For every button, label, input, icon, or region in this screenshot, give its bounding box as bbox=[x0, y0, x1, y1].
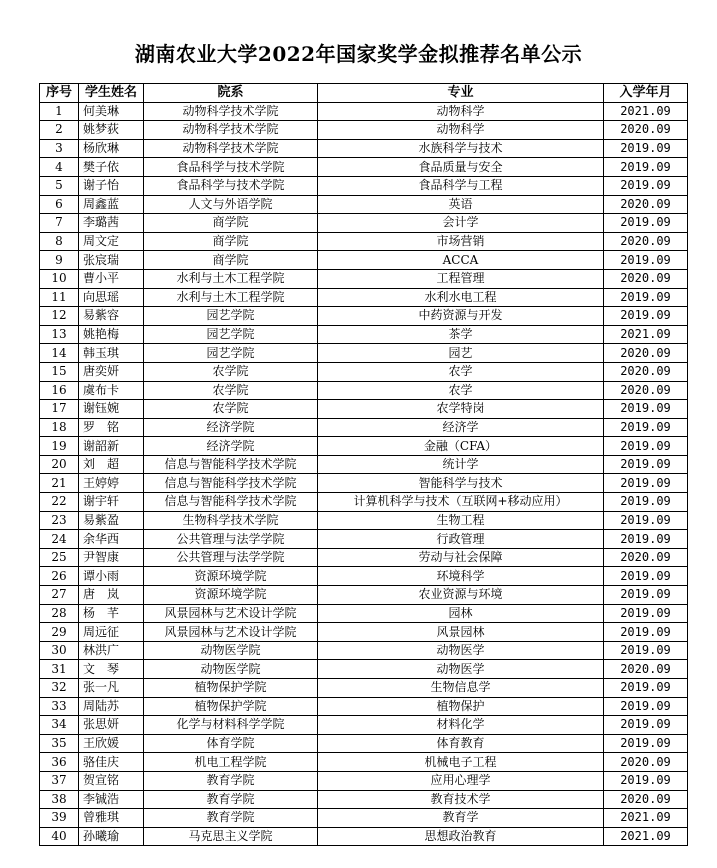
cell-major: ACCA bbox=[318, 251, 604, 270]
cell-college: 信息与智能科学技术学院 bbox=[144, 455, 318, 474]
cell-college: 动物科学技术学院 bbox=[144, 102, 318, 121]
cell-major: 茶学 bbox=[318, 325, 604, 344]
table-row bbox=[40, 158, 688, 177]
cell-enroll: 2019.09 bbox=[604, 437, 688, 456]
cell-major: 市场营销 bbox=[318, 232, 604, 251]
cell-no: 32 bbox=[40, 679, 79, 698]
cell-enroll: 2019.09 bbox=[604, 567, 688, 586]
table-row bbox=[40, 176, 688, 195]
cell-no: 26 bbox=[40, 567, 79, 586]
cell-major: 动物科学 bbox=[318, 102, 604, 121]
cell-name: 谢钰婉 bbox=[79, 400, 144, 419]
cell-major: 机械电子工程 bbox=[318, 753, 604, 772]
table-row bbox=[40, 530, 688, 549]
cell-major: 教育技术学 bbox=[318, 790, 604, 809]
cell-name: 孙曦瑜 bbox=[79, 827, 144, 846]
table-row bbox=[40, 734, 688, 753]
cell-name: 曹小平 bbox=[79, 269, 144, 288]
cell-no: 14 bbox=[40, 344, 79, 363]
cell-enroll: 2020.09 bbox=[604, 790, 688, 809]
cell-no: 25 bbox=[40, 548, 79, 567]
cell-college: 人文与外语学院 bbox=[144, 195, 318, 214]
cell-college: 商学院 bbox=[144, 251, 318, 270]
cell-major: 植物保护 bbox=[318, 697, 604, 716]
cell-name: 周鑫蓝 bbox=[79, 195, 144, 214]
cell-major: 农业资源与环境 bbox=[318, 586, 604, 605]
cell-no: 21 bbox=[40, 474, 79, 493]
cell-name: 唐 岚 bbox=[79, 586, 144, 605]
cell-no: 35 bbox=[40, 734, 79, 753]
cell-major: 动物医学 bbox=[318, 641, 604, 660]
cell-major: 教育学 bbox=[318, 809, 604, 828]
cell-no: 36 bbox=[40, 753, 79, 772]
cell-major: 体育教育 bbox=[318, 734, 604, 753]
cell-college: 经济学院 bbox=[144, 437, 318, 456]
table-row bbox=[40, 344, 688, 363]
cell-enroll: 2019.09 bbox=[604, 474, 688, 493]
cell-major: 金融（CFA） bbox=[318, 437, 604, 456]
cell-major: 动物科学 bbox=[318, 121, 604, 140]
cell-enroll: 2020.09 bbox=[604, 232, 688, 251]
cell-college: 经济学院 bbox=[144, 418, 318, 437]
cell-major: 思想政治教育 bbox=[318, 827, 604, 846]
cell-enroll: 2019.09 bbox=[604, 530, 688, 549]
cell-major: 行政管理 bbox=[318, 530, 604, 549]
cell-college: 农学院 bbox=[144, 400, 318, 419]
table-row bbox=[40, 455, 688, 474]
cell-name: 文 琴 bbox=[79, 660, 144, 679]
cell-major: 农学特岗 bbox=[318, 400, 604, 419]
cell-college: 动物医学院 bbox=[144, 641, 318, 660]
cell-enroll: 2020.09 bbox=[604, 362, 688, 381]
cell-enroll: 2019.09 bbox=[604, 418, 688, 437]
cell-no: 29 bbox=[40, 623, 79, 642]
cell-enroll: 2020.09 bbox=[604, 753, 688, 772]
cell-enroll: 2021.09 bbox=[604, 827, 688, 846]
cell-enroll: 2021.09 bbox=[604, 325, 688, 344]
cell-enroll: 2019.09 bbox=[604, 679, 688, 698]
table-row bbox=[40, 790, 688, 809]
header-name: 学生姓名 bbox=[79, 84, 144, 103]
cell-college: 机电工程学院 bbox=[144, 753, 318, 772]
table-row bbox=[40, 437, 688, 456]
table-row bbox=[40, 362, 688, 381]
cell-name: 韩玉琪 bbox=[79, 344, 144, 363]
table-row bbox=[40, 381, 688, 400]
table-row bbox=[40, 139, 688, 158]
cell-no: 33 bbox=[40, 697, 79, 716]
cell-no: 23 bbox=[40, 511, 79, 530]
table-row bbox=[40, 400, 688, 419]
cell-no: 11 bbox=[40, 288, 79, 307]
cell-no: 4 bbox=[40, 158, 79, 177]
table-row bbox=[40, 121, 688, 140]
cell-major: 食品质量与安全 bbox=[318, 158, 604, 177]
cell-enroll: 2019.09 bbox=[604, 511, 688, 530]
cell-name: 张一凡 bbox=[79, 679, 144, 698]
table-row bbox=[40, 641, 688, 660]
cell-enroll: 2020.09 bbox=[604, 660, 688, 679]
table-row bbox=[40, 827, 688, 846]
cell-name: 易紫盈 bbox=[79, 511, 144, 530]
cell-no: 1 bbox=[40, 102, 79, 121]
cell-enroll: 2019.09 bbox=[604, 771, 688, 790]
cell-major: 应用心理学 bbox=[318, 771, 604, 790]
cell-no: 5 bbox=[40, 176, 79, 195]
table-row bbox=[40, 214, 688, 233]
page-title: 湖南农业大学2022年国家奖学金拟推荐名单公示 bbox=[134, 42, 583, 66]
cell-name: 姚梦荻 bbox=[79, 121, 144, 140]
table-row bbox=[40, 604, 688, 623]
cell-college: 公共管理与法学学院 bbox=[144, 530, 318, 549]
table-row bbox=[40, 251, 688, 270]
cell-name: 王欣媛 bbox=[79, 734, 144, 753]
table-row bbox=[40, 325, 688, 344]
cell-major: 食品科学与工程 bbox=[318, 176, 604, 195]
cell-name: 谢宇轩 bbox=[79, 493, 144, 512]
cell-no: 20 bbox=[40, 455, 79, 474]
cell-name: 杨欣琳 bbox=[79, 139, 144, 158]
table-row bbox=[40, 232, 688, 251]
table-row bbox=[40, 697, 688, 716]
cell-no: 40 bbox=[40, 827, 79, 846]
cell-no: 31 bbox=[40, 660, 79, 679]
cell-name: 向思瑶 bbox=[79, 288, 144, 307]
table-row bbox=[40, 586, 688, 605]
cell-college: 教育学院 bbox=[144, 809, 318, 828]
cell-no: 38 bbox=[40, 790, 79, 809]
table-row bbox=[40, 511, 688, 530]
cell-major: 农学 bbox=[318, 362, 604, 381]
cell-no: 7 bbox=[40, 214, 79, 233]
cell-college: 水利与土木工程学院 bbox=[144, 269, 318, 288]
cell-college: 资源环境学院 bbox=[144, 567, 318, 586]
cell-major: 智能科学与技术 bbox=[318, 474, 604, 493]
cell-college: 商学院 bbox=[144, 232, 318, 251]
cell-enroll: 2020.09 bbox=[604, 195, 688, 214]
cell-college: 公共管理与法学学院 bbox=[144, 548, 318, 567]
table-row bbox=[40, 195, 688, 214]
cell-no: 2 bbox=[40, 121, 79, 140]
cell-college: 资源环境学院 bbox=[144, 586, 318, 605]
table-row bbox=[40, 567, 688, 586]
cell-college: 风景园林与艺术设计学院 bbox=[144, 604, 318, 623]
table-row bbox=[40, 548, 688, 567]
cell-college: 农学院 bbox=[144, 381, 318, 400]
header-no: 序号 bbox=[40, 84, 79, 103]
cell-major: 统计学 bbox=[318, 455, 604, 474]
cell-college: 体育学院 bbox=[144, 734, 318, 753]
cell-enroll: 2020.09 bbox=[604, 344, 688, 363]
table-row bbox=[40, 679, 688, 698]
cell-college: 园艺学院 bbox=[144, 307, 318, 326]
cell-major: 经济学 bbox=[318, 418, 604, 437]
cell-college: 马克思主义学院 bbox=[144, 827, 318, 846]
cell-name: 李铖浩 bbox=[79, 790, 144, 809]
cell-no: 34 bbox=[40, 716, 79, 735]
table-row bbox=[40, 623, 688, 642]
cell-college: 动物医学院 bbox=[144, 660, 318, 679]
cell-enroll: 2020.09 bbox=[604, 548, 688, 567]
cell-name: 罗 铭 bbox=[79, 418, 144, 437]
cell-college: 植物保护学院 bbox=[144, 679, 318, 698]
cell-name: 刘 超 bbox=[79, 455, 144, 474]
cell-college: 教育学院 bbox=[144, 790, 318, 809]
header-enroll: 入学年月 bbox=[604, 84, 688, 103]
cell-college: 商学院 bbox=[144, 214, 318, 233]
cell-enroll: 2019.09 bbox=[604, 139, 688, 158]
cell-no: 15 bbox=[40, 362, 79, 381]
cell-no: 28 bbox=[40, 604, 79, 623]
header-major: 专业 bbox=[318, 84, 604, 103]
table-row bbox=[40, 493, 688, 512]
cell-major: 中药资源与开发 bbox=[318, 307, 604, 326]
cell-major: 环境科学 bbox=[318, 567, 604, 586]
header-college: 院系 bbox=[144, 84, 318, 103]
cell-no: 3 bbox=[40, 139, 79, 158]
cell-college: 园艺学院 bbox=[144, 344, 318, 363]
cell-major: 劳动与社会保障 bbox=[318, 548, 604, 567]
cell-name: 张思妍 bbox=[79, 716, 144, 735]
cell-enroll: 2019.09 bbox=[604, 288, 688, 307]
cell-enroll: 2019.09 bbox=[604, 734, 688, 753]
table-row bbox=[40, 771, 688, 790]
cell-enroll: 2020.09 bbox=[604, 121, 688, 140]
cell-no: 13 bbox=[40, 325, 79, 344]
cell-major: 动物医学 bbox=[318, 660, 604, 679]
cell-no: 39 bbox=[40, 809, 79, 828]
table-row bbox=[40, 288, 688, 307]
cell-name: 张宸瑞 bbox=[79, 251, 144, 270]
cell-name: 周文定 bbox=[79, 232, 144, 251]
cell-enroll: 2019.09 bbox=[604, 455, 688, 474]
cell-name: 姚艳梅 bbox=[79, 325, 144, 344]
cell-no: 27 bbox=[40, 586, 79, 605]
cell-college: 生物科学技术学院 bbox=[144, 511, 318, 530]
cell-major: 材料化学 bbox=[318, 716, 604, 735]
table-row bbox=[40, 102, 688, 121]
cell-enroll: 2019.09 bbox=[604, 716, 688, 735]
cell-college: 风景园林与艺术设计学院 bbox=[144, 623, 318, 642]
table-row bbox=[40, 809, 688, 828]
cell-name: 骆佳庆 bbox=[79, 753, 144, 772]
cell-no: 6 bbox=[40, 195, 79, 214]
cell-college: 食品科学与技术学院 bbox=[144, 158, 318, 177]
cell-enroll: 2019.09 bbox=[604, 697, 688, 716]
cell-enroll: 2019.09 bbox=[604, 307, 688, 326]
cell-enroll: 2019.09 bbox=[604, 214, 688, 233]
cell-name: 王婷婷 bbox=[79, 474, 144, 493]
cell-enroll: 2019.09 bbox=[604, 176, 688, 195]
cell-college: 园艺学院 bbox=[144, 325, 318, 344]
cell-college: 信息与智能科学技术学院 bbox=[144, 493, 318, 512]
cell-enroll: 2019.09 bbox=[604, 400, 688, 419]
cell-name: 易紫容 bbox=[79, 307, 144, 326]
cell-college: 动物科学技术学院 bbox=[144, 139, 318, 158]
cell-enroll: 2019.09 bbox=[604, 158, 688, 177]
cell-college: 信息与智能科学技术学院 bbox=[144, 474, 318, 493]
cell-enroll: 2020.09 bbox=[604, 381, 688, 400]
table-row bbox=[40, 660, 688, 679]
cell-major: 会计学 bbox=[318, 214, 604, 233]
cell-no: 24 bbox=[40, 530, 79, 549]
cell-major: 工程管理 bbox=[318, 269, 604, 288]
cell-major: 计算机科学与技术（互联网+移动应用） bbox=[318, 493, 604, 512]
cell-name: 谢子怡 bbox=[79, 176, 144, 195]
table-row bbox=[40, 474, 688, 493]
cell-name: 尹智康 bbox=[79, 548, 144, 567]
cell-enroll: 2019.09 bbox=[604, 623, 688, 642]
cell-name: 虞布卡 bbox=[79, 381, 144, 400]
cell-no: 37 bbox=[40, 771, 79, 790]
cell-name: 曾雅琪 bbox=[79, 809, 144, 828]
table-row bbox=[40, 307, 688, 326]
cell-enroll: 2020.09 bbox=[604, 269, 688, 288]
cell-no: 8 bbox=[40, 232, 79, 251]
cell-name: 周远征 bbox=[79, 623, 144, 642]
cell-college: 植物保护学院 bbox=[144, 697, 318, 716]
table-row bbox=[40, 418, 688, 437]
cell-no: 12 bbox=[40, 307, 79, 326]
cell-college: 动物科学技术学院 bbox=[144, 121, 318, 140]
table-header-row bbox=[40, 84, 688, 103]
cell-college: 农学院 bbox=[144, 362, 318, 381]
cell-no: 30 bbox=[40, 641, 79, 660]
cell-no: 22 bbox=[40, 493, 79, 512]
cell-enroll: 2019.09 bbox=[604, 641, 688, 660]
cell-major: 园林 bbox=[318, 604, 604, 623]
cell-enroll: 2019.09 bbox=[604, 493, 688, 512]
cell-enroll: 2019.09 bbox=[604, 586, 688, 605]
cell-name: 周陆苏 bbox=[79, 697, 144, 716]
scholarship-table bbox=[39, 83, 688, 846]
cell-name: 杨 芊 bbox=[79, 604, 144, 623]
table-row bbox=[40, 753, 688, 772]
cell-major: 农学 bbox=[318, 381, 604, 400]
cell-enroll: 2019.09 bbox=[604, 251, 688, 270]
cell-major: 风景园林 bbox=[318, 623, 604, 642]
cell-no: 9 bbox=[40, 251, 79, 270]
cell-name: 余华西 bbox=[79, 530, 144, 549]
cell-college: 水利与土木工程学院 bbox=[144, 288, 318, 307]
cell-enroll: 2021.09 bbox=[604, 809, 688, 828]
cell-no: 19 bbox=[40, 437, 79, 456]
cell-name: 谭小雨 bbox=[79, 567, 144, 586]
cell-no: 18 bbox=[40, 418, 79, 437]
table-row bbox=[40, 716, 688, 735]
cell-name: 贺宣铭 bbox=[79, 771, 144, 790]
cell-major: 英语 bbox=[318, 195, 604, 214]
cell-major: 水利水电工程 bbox=[318, 288, 604, 307]
cell-name: 何美琳 bbox=[79, 102, 144, 121]
cell-college: 食品科学与技术学院 bbox=[144, 176, 318, 195]
cell-enroll: 2021.09 bbox=[604, 102, 688, 121]
cell-college: 教育学院 bbox=[144, 771, 318, 790]
cell-name: 谢韶新 bbox=[79, 437, 144, 456]
cell-no: 17 bbox=[40, 400, 79, 419]
cell-major: 园艺 bbox=[318, 344, 604, 363]
cell-no: 10 bbox=[40, 269, 79, 288]
cell-college: 化学与材料科学学院 bbox=[144, 716, 318, 735]
cell-no: 16 bbox=[40, 381, 79, 400]
cell-major: 生物信息学 bbox=[318, 679, 604, 698]
cell-name: 樊子依 bbox=[79, 158, 144, 177]
cell-enroll: 2019.09 bbox=[604, 604, 688, 623]
cell-major: 水族科学与技术 bbox=[318, 139, 604, 158]
cell-name: 李璐茜 bbox=[79, 214, 144, 233]
table-row bbox=[40, 269, 688, 288]
cell-name: 唐奕妍 bbox=[79, 362, 144, 381]
cell-major: 生物工程 bbox=[318, 511, 604, 530]
cell-name: 林洪广 bbox=[79, 641, 144, 660]
